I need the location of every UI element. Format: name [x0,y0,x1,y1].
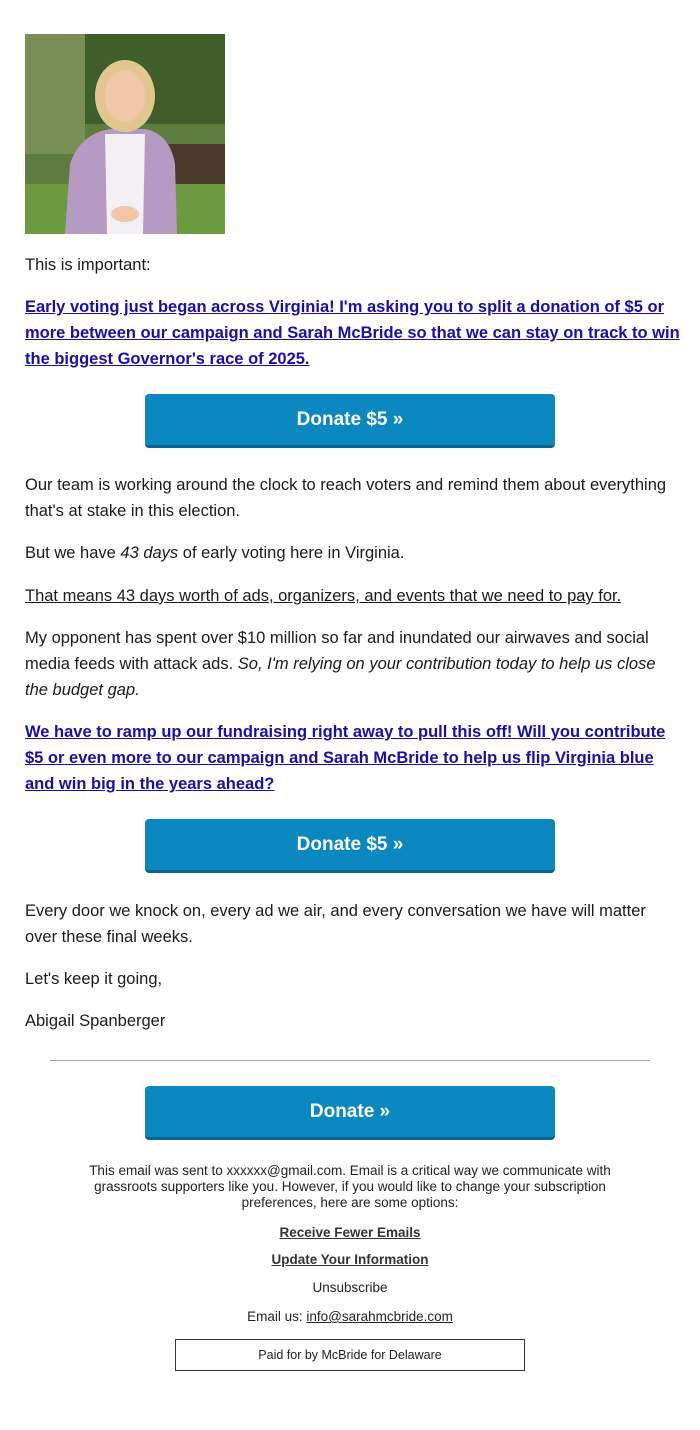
footer-notice: This email was sent to xxxxxx@gmail.com. Email is a critical way we communicate with grassroots supporters like you. However, if you would like to change your subscription preferences, here are some options: [89,1163,611,1210]
donate-5-button-2[interactable]: Donate $5 » [145,819,555,873]
p2-emphasis: 43 days [120,544,179,562]
footer-fewer-emails[interactable] [60,1225,640,1241]
paid-for-disclaimer: Paid for by McBride for Delaware [175,1339,525,1371]
candidate-portrait-image [25,34,225,234]
donate-button-3[interactable]: Donate » [145,1086,555,1140]
ask-link-1-text[interactable]: Early voting just began across Virginia! I'm asking you to split a donation of $5 or more between our campaign and Sarah McBride so that we can stay on track to win the biggest Governor's race of 2025. [25,298,680,368]
ask-link-2[interactable] [25,719,680,797]
paragraph-every-door: Every door we knock on, every ad we air, and every conversation we have will matter over these final weeks. [25,902,646,946]
intro-text: This is important: [25,256,151,274]
donate-5-button-1[interactable]: Donate $5 » [145,394,555,448]
p4-plain: My opponent has spent over $10 million so far and inundated our airwaves and social media feeds with attack ads. [25,629,649,673]
paragraph-days-worth: That means 43 days worth of ads, organizers, and events that we need to pay for. [25,587,622,605]
receive-fewer-emails-link[interactable]: Receive Fewer Emails [279,1225,421,1240]
unsubscribe-link[interactable]: Unsubscribe [312,1280,388,1295]
footer-email-us [60,1309,640,1325]
p4-emphasis: So, I'm relying on your contribution today to help us close the budget gap. [25,655,656,699]
p2-after: of early voting here in Virginia. [178,544,405,562]
divider [50,1060,650,1061]
ask-link-1[interactable] [25,294,680,372]
paragraph-opponent [25,625,680,703]
email-address-link[interactable]: info@sarahmcbride.com [306,1309,453,1324]
paragraph-early-voting [25,540,680,566]
update-information-link[interactable]: Update Your Information [271,1252,429,1267]
signature: Abigail Spanberger [25,1012,166,1030]
footer-update-info[interactable] [60,1252,640,1268]
email-us-label: Email us: [247,1309,307,1324]
paragraph-team: Our team is working around the clock to reach voters and remind them about everything that's at stake in this election. [25,476,667,520]
candidate-photo [25,34,225,234]
p2-before: But we have [25,544,121,562]
closing-text: Let's keep it going, [25,970,163,988]
ask-link-2-text[interactable]: We have to ramp up our fundraising right away to pull this off! Will you contribute $5 or even more to our campaign and Sarah McBride to help us flip Virginia blue and win big in the years ahead? [25,723,666,793]
